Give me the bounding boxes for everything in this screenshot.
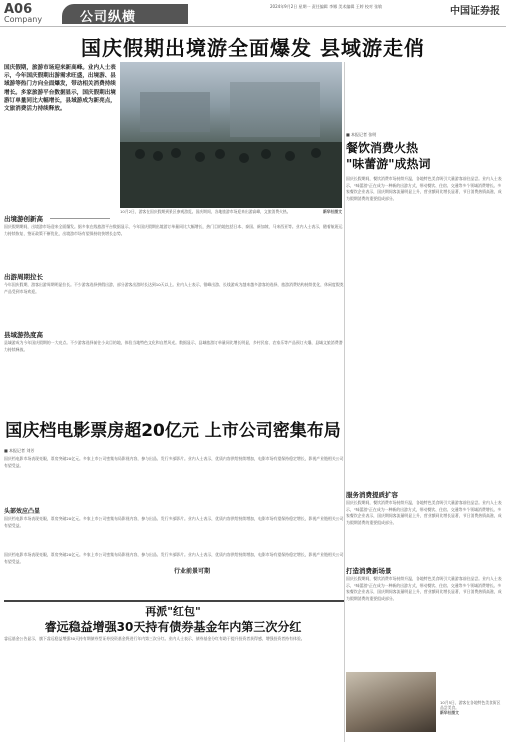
- fund-news-body: 睿远基金公告显示，旗下睿远稳益增强30天持有期债券型证券投资基金将进行年内第三次分红。业内人士表示，债券基金分红有助于提升投资者获得感，增强投资者持有体验。: [4, 636, 305, 641]
- page-label: Company: [4, 15, 43, 24]
- body-services: 国庆长假期间，餐饮消费市场持续升温，各地特色美食吸引大量游客前往品尝。业内人士表示，"味蕾游"正在成为一种新的出游方式，带动餐饮、住宿、交通等多个领域消费增长。多家餐饮企业表示，国庆期间客流量明显上升，营业额同比增长显著，节日消费热情高涨，成为假期消费的重要组成部分。: [346, 500, 502, 525]
- section-rule: [50, 218, 110, 219]
- section-head-outbound: 出境游创新高: [4, 215, 43, 223]
- story2-headline: 国庆档电影票房超20亿元 上市公司密集布局: [5, 421, 341, 441]
- story2-tag: ■ 本报记者 刘芳: [4, 448, 35, 453]
- column-divider: [344, 62, 345, 742]
- side-photo: [346, 672, 436, 732]
- story2-sub1: 头部效应凸显: [4, 508, 41, 515]
- section-title: 公司纵横: [80, 10, 137, 25]
- lead-intro: 国庆假期，旅游市场迎来新高峰。业内人士表示，今年国庆假期出游需求旺盛，出境游、县域游等热门方向全面爆发，带动相关消费持续增长。多家旅游平台数据显示，国庆假期出境游订单量同比大幅增长，县域游成为新亮点，文旅消费活力持续释放。: [4, 65, 116, 113]
- story2-body: 国庆档电影市场表现亮眼，票房突破20亿元。多家上市公司密集布局影视内容，参与出品、发行多部影片。业内人士表示，优质内容供给持续增加，电影市场有望保持稳定增长，影视产业链相关公司有望受益。: [4, 456, 344, 468]
- page-number: A06: [4, 2, 33, 17]
- story2-body-2: 国庆档电影市场表现亮眼，票房突破20亿元。多家上市公司密集布局影视内容，参与出品、发行多部影片。业内人士表示，优质内容供给持续增加，电影市场有望保持稳定增长，影视产业链相关公司有望受益。: [4, 516, 344, 528]
- side-caption-text: 10月5日，游客在各地特色美食街区品尝美食。: [440, 700, 501, 710]
- page-header: [0, 0, 506, 27]
- story2-body-3: 国庆档电影市场表现亮眼，票房突破20亿元。多家上市公司密集布局影视内容，参与出品、发行多部影片。业内人士表示，优质内容供给持续增加，电影市场有望保持稳定增长，影视产业链相关公司有望受益。: [4, 552, 344, 564]
- lead-photo: [120, 62, 342, 208]
- crowd-photo-illustration: [120, 62, 342, 208]
- story2-sub2: 行业前景可期: [174, 568, 211, 575]
- section-head-scene: 打造消费新场景: [346, 567, 392, 575]
- caption-text: 10月2日，游客在国庆假期到景区参观游览。国庆期间，各地旅游市场迎来出游高峰，文旅消费火热。: [120, 209, 291, 214]
- side-story-title: 餐饮消费火热 "味蕾游"成热词: [346, 141, 431, 171]
- body-scene: 国庆长假期间，餐饮消费市场持续升温，各地特色美食吸引大量游客前往品尝。业内人士表示，"味蕾游"正在成为一种新的出游方式，带动餐饮、住宿、交通等多个领域消费增长。多家餐饮企业表示，国庆期间客流量明显上升，营业额同比增长显著，节日消费热情高涨，成为假期消费的重要组成部分。: [346, 576, 502, 601]
- page-meta: 2024年9月2日 星期一 责任编辑 李娜 美术编辑 王婷 校对 张敏: [270, 4, 383, 9]
- section-head-services: 服务消费提质扩容: [346, 491, 398, 499]
- body-duration: 今年国庆假期，游客出游周期明显拉长。不少游客选择拼假出游，部分游客出游时长达到10天以上。业内人士表示，错峰出游、长线游成为越来越多游客的选择，旅游消费结构持续优化，休闲度假类产品受到市场欢迎。: [4, 282, 344, 294]
- lead-headline: 国庆假期出境游全面爆发 县域游走俏: [81, 36, 425, 60]
- lead-photo-caption: [120, 209, 342, 214]
- fund-news-kicker: 再派"红包": [145, 605, 201, 618]
- photo-credit: 新华社图文: [323, 209, 342, 214]
- side-story-body: 国庆长假期间，餐饮消费市场持续升温，各地特色美食吸引大量游客前往品尝。业内人士表示，"味蕾游"正在成为一种新的出游方式，带动餐饮、住宿、交通等多个领域消费增长。多家餐饮企业表示，国庆期间客流量明显上升，营业额同比增长显著，节日消费热情高涨，成为假期消费的重要组成部分。: [346, 176, 502, 201]
- body-outbound: 国庆假期期间，出境游市场迎来全面爆发。据多家在线旅游平台数据显示，今年国庆假期出境游订单量同比大幅增长，热门目的地包括日本、泰国、新加坡、马来西亚等。业内人士表示，随着航班运力持续恢复，签证政策不断优化，出境游市场有望保持较快增长态势。: [4, 224, 343, 236]
- section-head-duration: 出游周期拉长: [4, 273, 43, 281]
- side-photo-credit: 新华社图文: [440, 710, 459, 715]
- side-story-tag: ■ 本报记者 张明: [346, 132, 377, 137]
- newspaper-brand: 中国证券报: [450, 6, 500, 17]
- side-photo-caption: [440, 700, 504, 715]
- section-banner: [62, 4, 188, 24]
- section-head-county: 县域游热度高: [4, 331, 43, 339]
- body-county: 县域游成为今年国庆假期的一大亮点。不少游客选择前往小众目的地，体验当地特色文化和自然风光。数据显示，县域旅游订单量同比增长明显，乡村民宿、农家乐等产品预订火爆，县域文旅消费潜力持续释放。: [4, 340, 343, 352]
- fund-news-title: 睿远稳益增强30天持有债券基金年内第三次分红: [44, 620, 302, 634]
